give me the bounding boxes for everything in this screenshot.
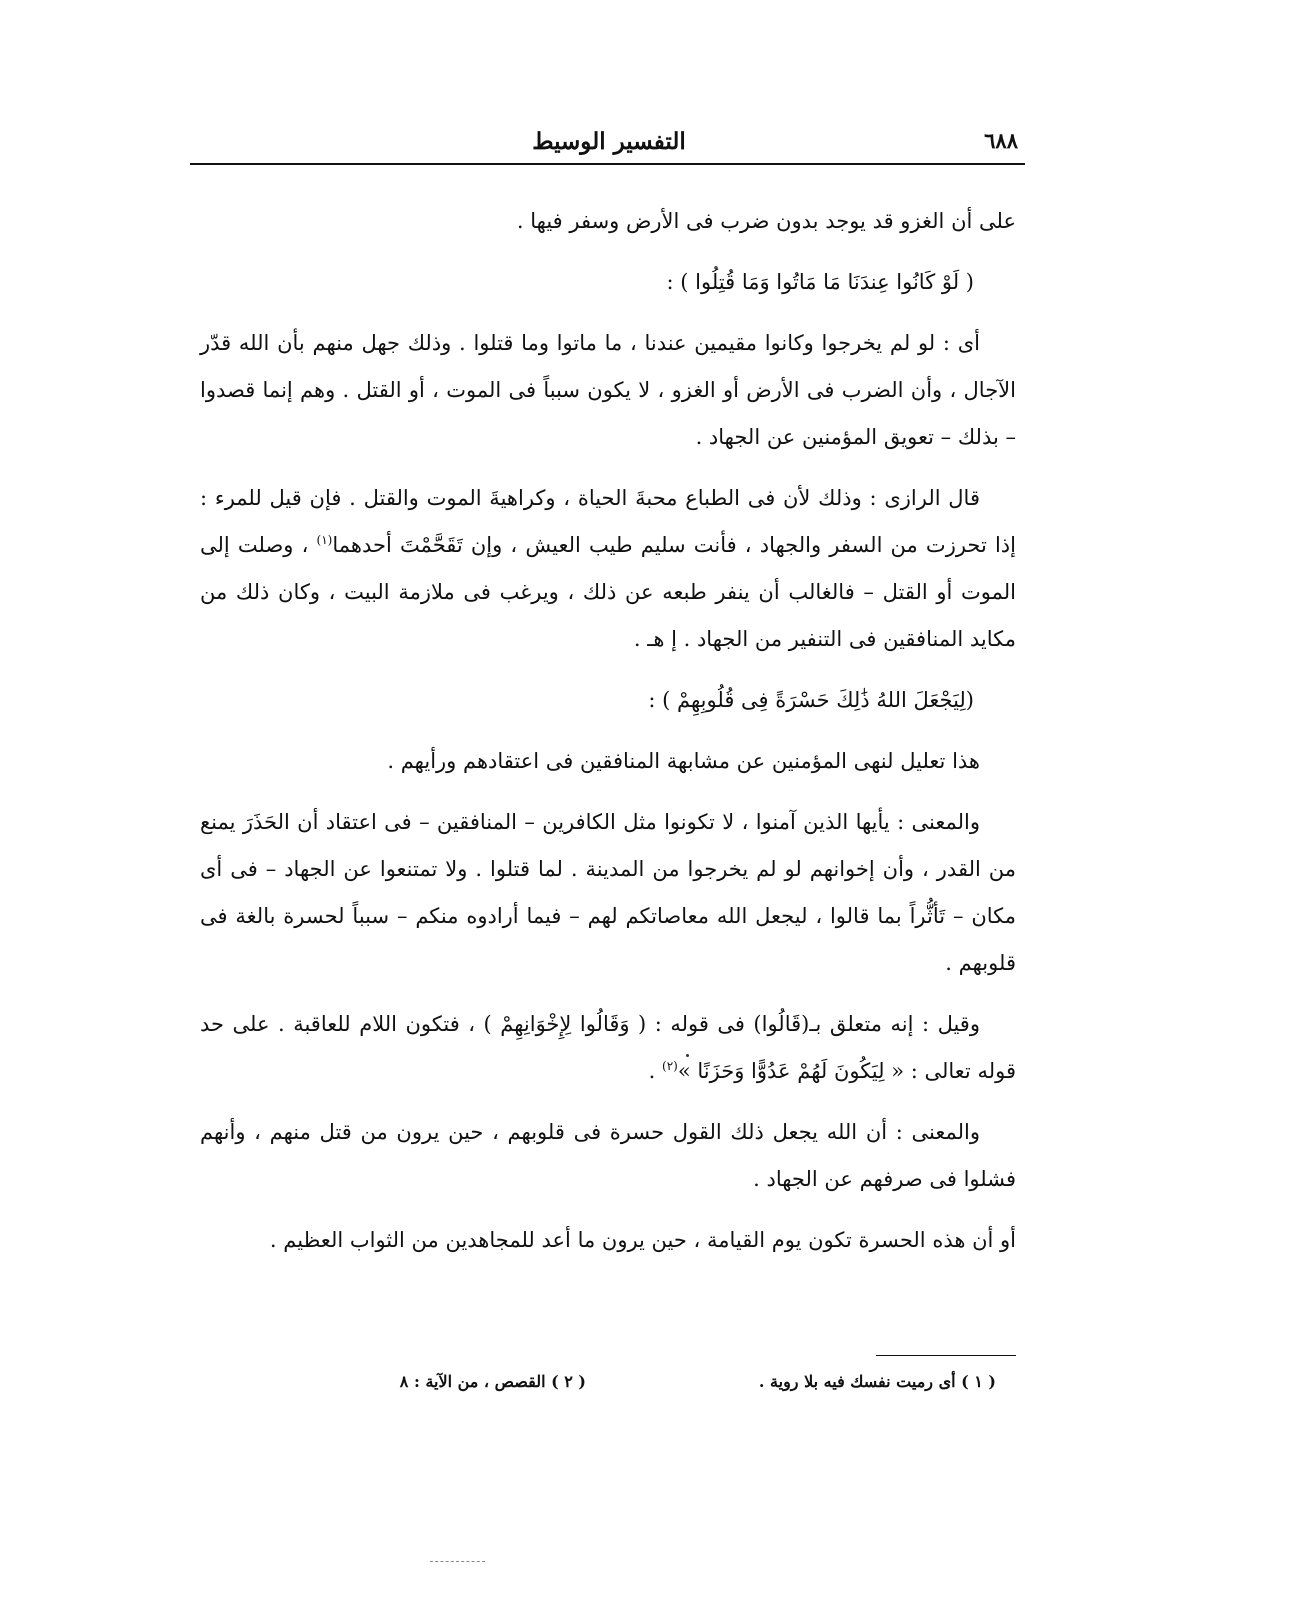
scan-mark bbox=[430, 1561, 485, 1562]
razi-quote-head: قال الرازى : وذلك لأن فى الطباع محبةَ الحياة ، وكراهيةَ الموت والقتل . فإن قيل للمرء : إذا تحرزت من السفر والجهاد ، فأنت سليم طيب العيش ، وإن تَقَحَّمْتَ أحدهما bbox=[200, 486, 1016, 557]
paragraph-razi-quote bbox=[200, 475, 1016, 663]
paragraph: أى : لو لم يخرجوا وكانوا مقيمين عندنا ، ما ماتوا وما قتلوا . وذلك جهل منهم بأن الله قدّر الآجال ، وأن الضرب فى الأرض أو الغزو ، لا يكون سبباً فى الموت ، أو القتل . وهم إنما قصدوا – بذلك – تعويق المؤمنين عن الجهاد . bbox=[200, 331, 1016, 449]
paragraph-text: وقيل : إنه متعلق بـ(قَالُوا) فى قوله : ( وَقَالُوا لِإِخْوَانِهِمْ ) ، فتكون اللام للعاقبة . على حد قوله تعالى : « لِيَكُونَ لَهُمْ عَدُوًّا وَحَزَنًا » bbox=[200, 1012, 1016, 1083]
paragraph: أو أن هذه الحسرة تكون يوم القيامة ، حين يرون ما أعد للمجاهدين من الثواب العظيم . bbox=[269, 1228, 1016, 1252]
footnote-mark-1: (١) bbox=[316, 533, 333, 547]
running-title: التفسير الوسيط bbox=[532, 128, 686, 155]
page-number: ٦٨٨ bbox=[984, 128, 1018, 153]
page-header bbox=[200, 128, 1018, 162]
quran-verse: ( لَوْ كَانُوا عِندَنَا مَا مَاتُوا وَمَا قُتِلُوا ) : bbox=[666, 270, 974, 294]
paragraph-with-footnote: وقيل : إنه متعلق بـ(قَالُوا) فى قوله : ( وَقَالُوا لِإِخْوَانِهِمْ ) ، فتكون اللام للعاقبة . على حد قوله تعالى : « لِيَكُونَ لَهُمْ عَدُوًّا وَحَزَنًا »$^{(٢)}$ . bbox=[200, 1012, 1016, 1083]
paragraph: هذا تعليل لنهى المؤمنين عن مشابهة المنافقين فى اعتقادهم ورأيهم . bbox=[387, 749, 980, 773]
razi-quote-tail: ، وصلت إلى الموت أو القتل – فالغالب أن ينفر طبعه عن ذلك ، ويرغب فى ملازمة البيت ، وكان ذلك من مكايد المنافقين فى التنفير من الجهاد . إ هـ . bbox=[200, 533, 1016, 651]
paragraph: والمعنى : يأيها الذين آمنوا ، لا تكونوا مثل الكافرين – المنافقين – فى اعتقاد أن الحَذَرَ يمنع من القدر ، وأن إخوانهم لو لم يخرجوا من المدينة . لما قتلوا . ولا تمتنعوا عن الجهاد – فى أى مكان – تَأثُّراً بما قالوا ، ليجعل الله معاصاتكم لهم – فيما أرادوه منكم – سبباً لحسرة بالغة فى قلوبهم . bbox=[200, 810, 1016, 975]
scan-speck bbox=[686, 1054, 689, 1057]
body-text bbox=[200, 198, 1016, 1278]
footnotes bbox=[300, 1372, 1016, 1402]
footnote-1: ( ١ ) أى رميت نفسك فيه بلا روية . bbox=[758, 1372, 996, 1391]
paragraph: على أن الغزو قد يوجد بدون ضرب فى الأرض وسفر فيها . bbox=[516, 209, 1016, 233]
paragraph: والمعنى : أن الله يجعل ذلك القول حسرة فى قلوبهم ، حين يرون من قتل منهم ، وأنهم فشلوا فى صرفهم عن الجهاد . bbox=[200, 1120, 1016, 1191]
header-rule bbox=[190, 163, 1025, 165]
quran-verse: (لِيَجْعَلَ اللهُ ذَٰلِكَ حَسْرَةً فِى قُلُوبِهِمْ ) : bbox=[648, 688, 974, 712]
footnote-rule bbox=[876, 1355, 1016, 1356]
footnote-mark-2: (٢) bbox=[662, 1059, 678, 1073]
footnote-2: ( ٢ ) القصص ، من الآية : ٨ bbox=[399, 1372, 586, 1391]
